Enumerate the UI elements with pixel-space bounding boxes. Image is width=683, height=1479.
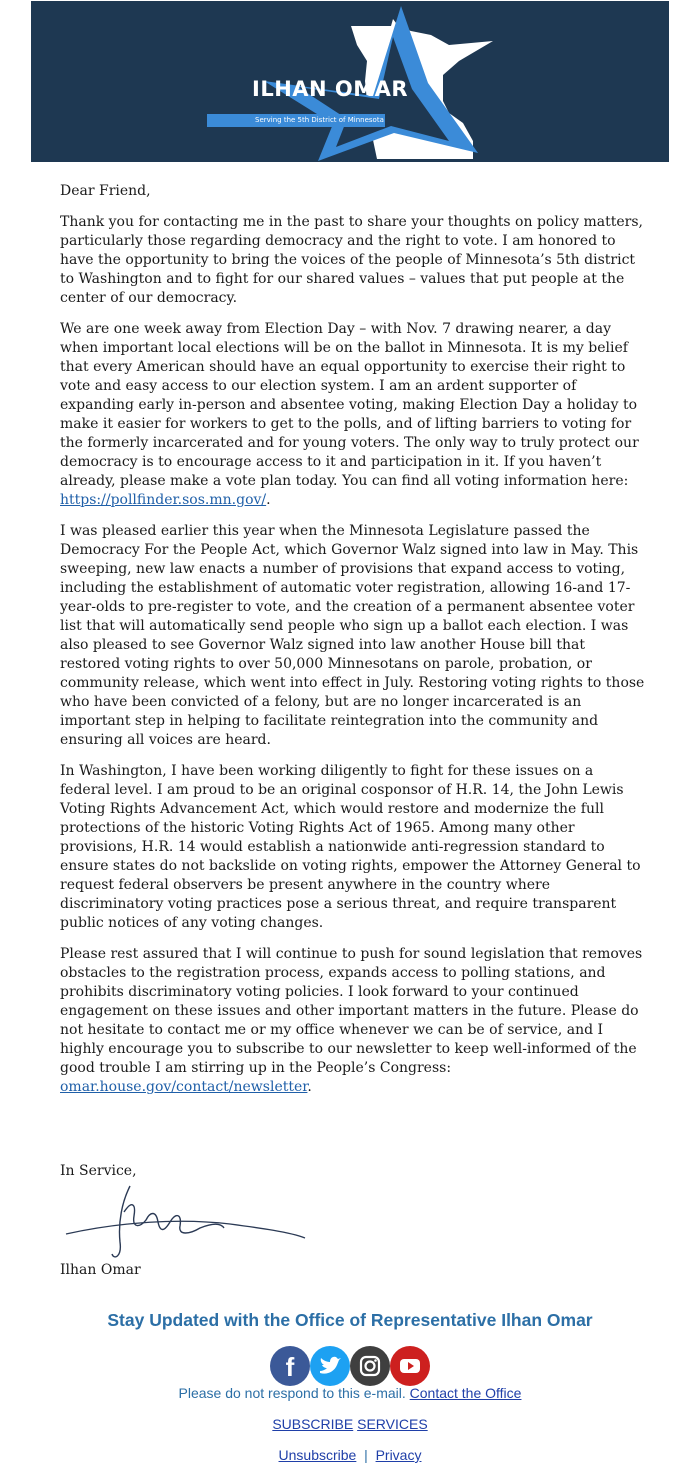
signer-name: Ilhan Omar: [60, 1262, 141, 1278]
unsubscribe-link[interactable]: Unsubscribe: [278, 1447, 357, 1463]
services-link[interactable]: SERVICES: [357, 1416, 428, 1432]
signature-image: [60, 1182, 310, 1262]
brand-name: ILHAN OMAR: [252, 77, 409, 101]
no-reply-notice: [0, 1385, 683, 1401]
brand-tagline: Serving the 5th District of Minnesota: [255, 116, 384, 124]
salutation: Dear Friend,: [60, 183, 151, 199]
header-banner: [31, 1, 669, 162]
newsletter-link[interactable]: omar.house.gov/contact/newsletter: [60, 1079, 308, 1095]
paragraph-5-text: Please rest assured that I will continue to push for sound legislation that removes obstacles to the registration process, expands access to polling stations, and prohibits discriminatory voting policies. I look forward to your continued engagement on these issues and other important matters in the future. Please do not hesitate to contact me or my office whenever we can be of service, and I highly encourage you to subscribe to our newsletter to keep well-informed of the good trouble I am stirring up in the People’s Congress:: [60, 946, 643, 1076]
punctuation: .: [307, 1079, 312, 1095]
paragraph-3: I was pleased earlier this year when the Minnesota Legislature passed the Democracy For the People Act, which Governor Walz signed into law in May. This sweeping, new law enacts a number of provisions that expand access to voting, including the establishment of automatic voter registration, allowing 16-and 17-year-olds to pre-register to vote, and the creation of a permanent absentee voter list that will automatically send people who sign up a ballot each election. I was also pleased to see Governor Walz signed into law another House bill that restored voting rights to over 50,000 Minnesotans on parole, probation, or community release, which went into effect in July. Restoring voting rights to those who have been convicted of a felony, but are no longer incarcerated is an important step in helping to facilitate reintegration into the community and ensuring all voices are heard.: [60, 523, 645, 748]
facebook-icon[interactable]: [270, 1346, 310, 1386]
notice-text: Please do not respond to this e-mail.: [178, 1385, 406, 1401]
privacy-link[interactable]: Privacy: [375, 1447, 422, 1463]
paragraph-5: [60, 945, 646, 1097]
paragraph-1: Thank you for contacting me in the past to share your thoughts on policy matters, particularly those regarding democracy and the right to vote. I am honored to have the opportunity to bring the voices of the people of Minnesota’s 5th district to Washington and to fight for our shared values – values that put people at the center of our democracy.: [60, 214, 643, 306]
youtube-icon[interactable]: [390, 1346, 430, 1386]
pollfinder-link[interactable]: https://pollfinder.sos.mn.gov/: [60, 492, 267, 508]
letter-body: [60, 182, 646, 1109]
paragraph-2: [60, 320, 646, 510]
paragraph-4: In Washington, I have been working diligently to fight for these issues on a federal level. I am proud to be an original cosponsor of H.R. 14, the John Lewis Voting Rights Advancement Act, which would restore and modernize the full protections of the historic Voting Rights Act of 1965. Among many other provisions, H.R. 14 would establish a nationwide anti-regression standard to ensure states do not backslide on voting rights, empower the Attorney General to request federal observers be present anywhere in the country where discriminatory voting practices pose a serious threat, and require transparent public notices of any voting changes.: [60, 763, 641, 931]
subscribe-services-row: [0, 1416, 683, 1432]
closing: In Service,: [60, 1163, 137, 1179]
footer-title: Stay Updated with the Office of Representative Ilhan Omar: [107, 1310, 593, 1330]
facebook-glyph: f: [285, 1352, 295, 1382]
paragraph-2-text: We are one week away from Election Day – with Nov. 7 drawing nearer, a day when important local elections will be on the ballot in Minnesota. It is my belief that every American should have an equal opportunity to exercise their right to vote and easy access to our election system. I am an ardent supporter of expanding early in-person and absentee voting, making Election Day a holiday to make it easier for workers to get to the polls, and of lifting barriers to voting for the formerly incarcerated and for young voters. The only way to truly protect our democracy is to encourage access to it and participation in it. If you haven’t already, please make a vote plan today. You can find all voting information here:: [60, 321, 639, 489]
subscribe-link[interactable]: SUBSCRIBE: [272, 1416, 354, 1432]
twitter-icon[interactable]: [310, 1346, 350, 1386]
unsubscribe-privacy-row: [0, 1447, 683, 1463]
instagram-icon[interactable]: [350, 1346, 390, 1386]
contact-office-link[interactable]: Contact the Office: [409, 1385, 522, 1401]
link-separator: |: [364, 1447, 368, 1463]
punctuation: .: [266, 492, 271, 508]
